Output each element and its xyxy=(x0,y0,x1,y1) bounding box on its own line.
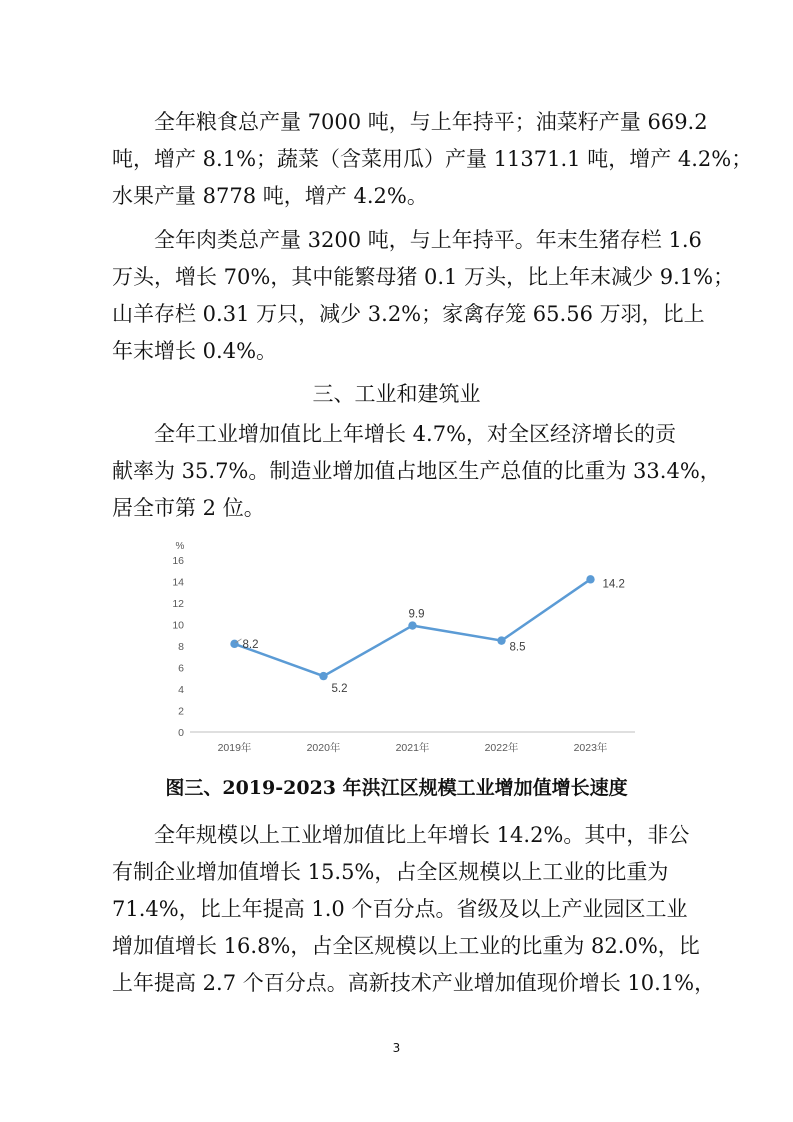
data-label: 9.9 xyxy=(408,608,425,621)
y-tick-label: 10 xyxy=(172,619,184,632)
paragraph-grain-output xyxy=(112,104,753,215)
text-line: 献率为 35.7%。制造业增加值占地区生产总值的比重为 33.4%， xyxy=(112,459,721,483)
section-heading: 三、工业和建筑业 xyxy=(312,382,481,406)
y-axis xyxy=(172,555,184,739)
paragraph-meat-output xyxy=(112,222,735,370)
text-line: 吨，增产 8.1%；蔬菜（含菜用瓜）产量 11371.1 吨，增产 4.2%； xyxy=(112,147,753,171)
x-tick-label: 2022年 xyxy=(484,742,519,754)
y-tick-label: 16 xyxy=(172,555,184,567)
page-number: 3 xyxy=(392,1041,401,1055)
text-line: 居全市第 2 位。 xyxy=(112,496,265,520)
data-point xyxy=(497,636,505,644)
y-tick-label: 12 xyxy=(172,598,184,610)
text-line: 万头，增长 70%，其中能繁母猪 0.1 万头，比上年末减少 9.1%； xyxy=(112,265,735,289)
text-line: 山羊存栏 0.31 万只，减少 3.2%；家禽存笼 65.56 万羽，比上 xyxy=(112,302,705,326)
text-line: 上年提高 2.7 个百分点。高新技术产业增加值现价增长 10.1%， xyxy=(112,971,716,995)
data-point xyxy=(319,672,327,680)
text-line: 增加值增长 16.8%，占全区规模以上工业的比重为 82.0%，比 xyxy=(112,934,700,958)
y-tick-label: 2 xyxy=(178,705,184,718)
text-line: 全年肉类总产量 3200 吨，与上年持平。年末生猪存栏 1.6 xyxy=(154,228,702,252)
data-point xyxy=(408,621,416,629)
y-tick-label: 14 xyxy=(172,576,184,589)
data-label: 8.5 xyxy=(509,641,526,654)
text-line: 有制企业增加值增长 15.5%，占全区规模以上工业的比重为 xyxy=(112,860,669,884)
x-tick-label: 2023年 xyxy=(573,742,608,754)
paragraph-industry-value xyxy=(112,416,721,527)
y-tick-label: 4 xyxy=(178,684,184,696)
text-line: 全年规模以上工业增加值比上年增长 14.2%。其中，非公 xyxy=(154,823,690,847)
data-point xyxy=(230,640,238,648)
data-label: 14.2 xyxy=(602,578,625,591)
x-tick-label: 2020年 xyxy=(306,742,341,754)
text-line: 全年粮食总产量 7000 吨，与上年持平；油菜籽产量 669.2 xyxy=(154,110,708,134)
data-points xyxy=(230,575,594,680)
y-axis-unit-label: % xyxy=(175,541,185,552)
text-line: 水果产量 8778 吨，增产 4.2%。 xyxy=(112,184,428,208)
x-tick-label: 2019年 xyxy=(217,742,252,754)
x-axis xyxy=(218,741,608,754)
text-line: 年末增长 0.4%。 xyxy=(112,339,278,363)
data-point xyxy=(586,575,594,583)
data-label: 8.2 xyxy=(242,638,259,651)
y-tick-label: 8 xyxy=(178,641,184,653)
x-tick-label: 2021年 xyxy=(395,742,430,754)
paragraph-scale-industry xyxy=(112,817,716,1002)
industry-growth-line-chart xyxy=(160,538,640,763)
text-line: 全年工业增加值比上年增长 4.7%，对全区经济增长的贡 xyxy=(154,422,677,446)
y-tick-label: 0 xyxy=(178,727,184,739)
text-line: 71.4%，比上年提高 1.0 个百分点。省级及以上产业园区工业 xyxy=(112,897,688,921)
chart-caption: 图三、2019-2023 年洪江区规模工业增加值增长速度 xyxy=(165,777,628,799)
y-tick-label: 6 xyxy=(178,662,184,675)
data-label: 5.2 xyxy=(331,683,348,696)
